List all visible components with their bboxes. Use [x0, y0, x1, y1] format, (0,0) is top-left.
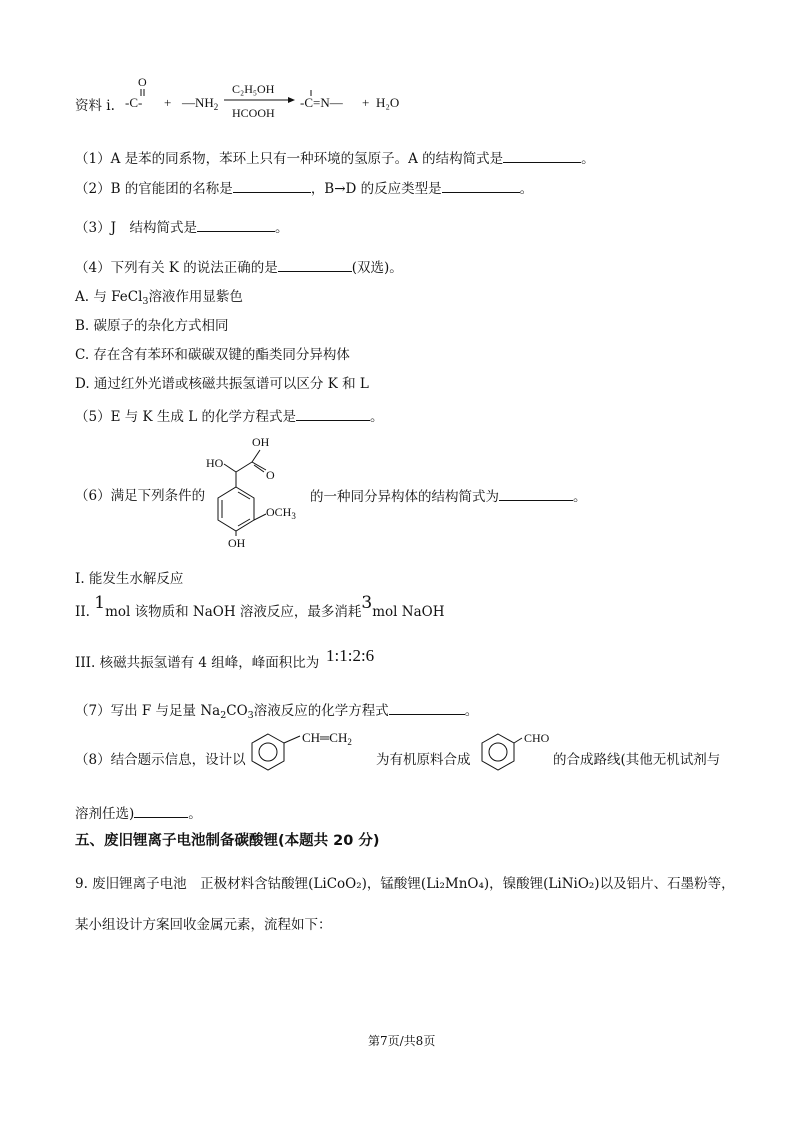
answer-blank-2a[interactable]	[233, 180, 311, 193]
question-3: （3）J 结构简式是 。	[75, 220, 289, 236]
section-heading: 五、废旧锂离子电池制备碳酸锂(本题共 20 分)	[75, 833, 380, 849]
question-8-part1: （8）结合题示信息，设计以	[75, 752, 246, 768]
question-9-line1: 9. 废旧锂离子电池 正极材料含钴酸锂(LiCoO₂)，锰酸锂(Li₂MnO₄)，镍酸锂(LiNiO₂)以及铝片、石墨粉等，	[75, 876, 735, 892]
question-6-right: 的一种同分异构体的结构简式为 。	[310, 489, 587, 505]
reference-reaction	[120, 72, 420, 122]
reference-label: 资料 i.	[75, 98, 115, 114]
carbonyl-oxygen: O	[138, 75, 147, 89]
question-6-left: （6）满足下列条件的	[75, 488, 206, 504]
plus-sign-2: +	[362, 95, 370, 110]
amine-group: $—NH_2$	[182, 95, 219, 112]
question-1: （1）A 是苯的同系物，苯环上只有一种环境的氢原子。A 的结构简式是 。	[75, 151, 595, 167]
plus-sign: +	[164, 95, 172, 110]
condition-iii: III. 核磁共振氢谱有 4 组峰，峰面积比为	[75, 655, 320, 671]
mol-oh-top: OH	[252, 435, 270, 449]
condition-bottom: HCOOH	[232, 106, 275, 120]
condition-top: C₂H₅OH	[232, 82, 275, 96]
option-d[interactable]: D. 通过红外光谱或核磁共振氢谱可以区分 K 和 L	[75, 376, 369, 392]
imine-product: -C=N—	[300, 95, 343, 110]
answer-blank-4[interactable]	[278, 259, 352, 272]
question-8-part3: 的合成路线(其他无机试剂与	[553, 752, 721, 768]
answer-blank-5[interactable]	[296, 408, 370, 421]
option-c[interactable]: C. 存在含有苯环和碳碳双键的酯类同分异构体	[75, 347, 350, 363]
styrene-structure	[248, 730, 358, 774]
question-2: （2）B 的官能团的名称是 ，B→D 的反应类型是 。	[75, 181, 534, 197]
condition-ii: II. 1mol 该物质和 NaOH 溶液反应，最多消耗3mol NaOH	[75, 593, 445, 620]
question-4: （4）下列有关 K 的说法正确的是 (双选)。	[75, 260, 403, 276]
question-8-line2: 溶剂任选) 。	[75, 806, 202, 822]
cho-label: CHO	[524, 731, 550, 745]
peak-area-ratio: 1:1:2:6	[326, 646, 375, 665]
mol-och3: $OCH_3$	[266, 505, 296, 521]
answer-blank-8[interactable]	[134, 805, 188, 818]
option-a[interactable]: A. 与 FeCl$_3$溶液作用显紫色	[75, 289, 243, 307]
option-b[interactable]: B. 碳原子的杂化方式相同	[75, 318, 229, 334]
answer-blank-2b[interactable]	[442, 180, 520, 193]
mol-oh-bottom: OH	[228, 536, 246, 550]
answer-blank-1[interactable]	[503, 150, 581, 163]
question-9-line2: 某小组设计方案回收金属元素，流程如下：	[75, 917, 332, 933]
mol-oxygen: O	[266, 468, 275, 482]
water: H₂O	[376, 95, 400, 110]
page-number: 第7页/共8页	[368, 1034, 436, 1048]
answer-blank-6[interactable]	[499, 488, 573, 501]
molecule-structure	[200, 432, 315, 550]
question-5: （5）E 与 K 生成 L 的化学方程式是 。	[75, 409, 384, 425]
benzaldehyde-structure	[478, 730, 558, 774]
question-8-part2: 为有机原料合成	[376, 752, 471, 768]
styrene-label: $CH═CH_2$	[302, 730, 352, 747]
condition-i: I. 能发生水解反应	[75, 571, 184, 587]
mol-ho: HO	[206, 456, 224, 470]
answer-blank-7[interactable]	[389, 702, 465, 715]
answer-blank-3[interactable]	[197, 219, 275, 232]
question-7: （7）写出 F 与足量 $Na_2CO_3$溶液反应的化学方程式 。	[75, 703, 479, 721]
carbonyl-group: -C-	[125, 95, 143, 110]
